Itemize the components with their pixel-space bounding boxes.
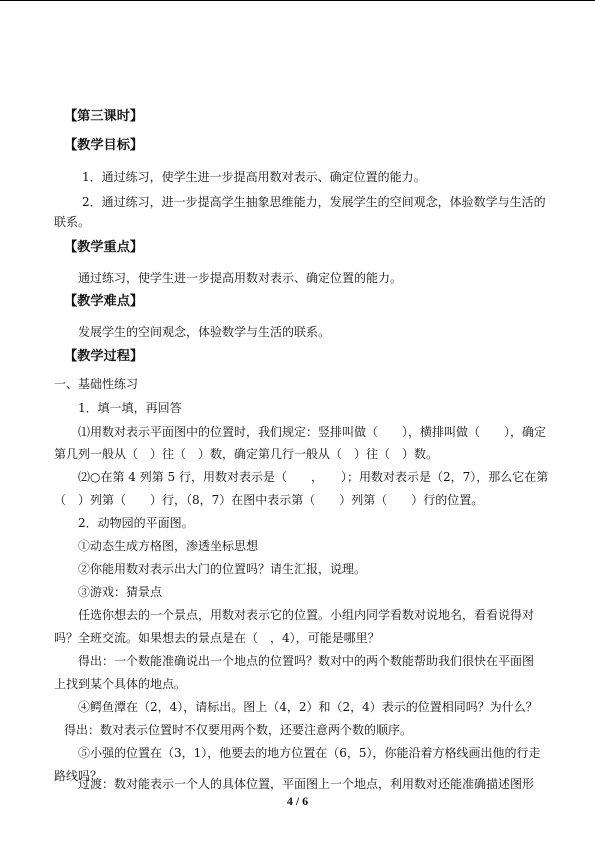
step-5-cont: 路线吗？ <box>54 769 103 783</box>
exercise-1-q1-cont: 第几列一般从（ ）往（ ）数，确定第几行一般从（ ）往（ ）数。 <box>54 447 439 461</box>
game-text: 任选你想去的一个景点，用数对表示它的位置。小组内同学看数对说地名，看看说得对 <box>78 608 535 622</box>
step-4: ④鳄鱼潭在（2，4），请标出。图上（4，2）和（2，4）表示的位置相同吗？为什么？ <box>78 700 538 714</box>
step-1: ①动态生成方格图，渗透坐标思想 <box>78 539 259 553</box>
step-5: ⑤小强的位置在（3，1），他要去的地方位置在（6，5），你能沿着方格线画出他的行走 <box>78 746 541 760</box>
page-number: 4 / 6 <box>286 794 309 808</box>
game-text-cont: 吗？全班交流。如果想去的景点是在（ ，4），可能是哪里？ <box>54 631 380 645</box>
heading-goals: 【教学目标】 <box>64 138 144 153</box>
goal-line-1: 1．通过练习，使学生进一步提高用数对表示、确定位置的能力。 <box>82 170 426 184</box>
conclusion-1: 得出：一个数能准确说出一个地点的位置吗？数对中的两个数能帮助我们很快在平面图 <box>78 654 535 668</box>
exercise-1-q2: ⑵○在第 4 列第 5 行，用数对表示是（ ， ）；用数对表示是（2，7），那么它在第 <box>78 470 549 484</box>
heading-lesson: 【第三课时】 <box>64 109 144 124</box>
goal-line-2: 2．通过练习，进一步提高学生抽象思维能力，发展学生的空间观念，体验数学与生活的 <box>82 195 546 209</box>
key-point: 通过练习，使学生进一步提高用数对表示、确定位置的能力。 <box>78 271 403 285</box>
heading-key: 【教学重点】 <box>64 240 144 255</box>
goal-line-3: 联系。 <box>54 215 91 229</box>
exercise-1-title: 1．填一填，再回答 <box>78 401 182 415</box>
step-2: ②你能用数对表示出大门的位置吗？请生汇报，说理。 <box>78 562 367 576</box>
heading-difficulty: 【教学难点】 <box>64 294 144 309</box>
transition-line: 过渡：数对能表示一个人的具体位置，平面图上一个地点，利用数对还能准确描述图形 <box>78 777 535 791</box>
heading-process: 【教学过程】 <box>64 349 144 364</box>
conclusion-2: 得出：数对表示位置时不仅要用两个数，还要注意两个数的顺序。 <box>64 723 413 737</box>
section-title: 一、基础性练习 <box>54 377 139 391</box>
step-3: ③游戏：猜景点 <box>78 585 163 599</box>
conclusion-1-cont: 上找到某个具体的地点。 <box>54 677 187 691</box>
difficulty-point: 发展学生的空间观念，体验数学与生活的联系。 <box>78 325 331 339</box>
exercise-1-q1: ⑴用数对表示平面图中的位置时，我们规定：竖排叫做（ ），横排叫做（ ），确定 <box>78 425 547 439</box>
exercise-1-q2-cont: （ ）列第（ ）行，（8，7）在图中表示第（ ）列第（ ）行的位置。 <box>54 493 484 507</box>
exercise-2-title: 2．动物园的平面图。 <box>78 516 194 530</box>
